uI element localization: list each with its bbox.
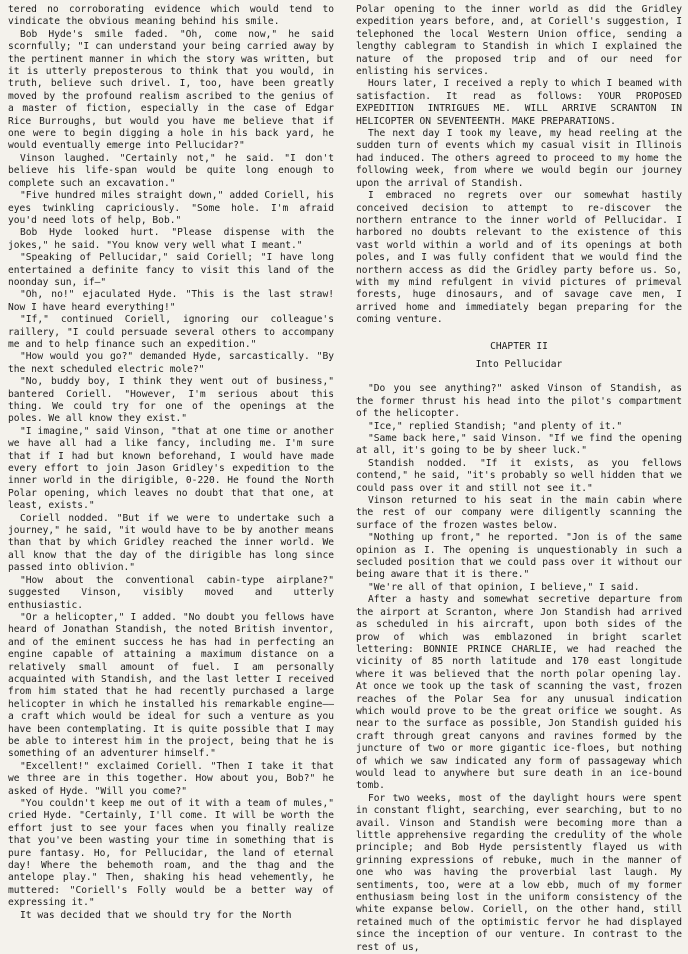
chapter-title: Into Pellucidar (475, 358, 563, 370)
paragraph: "Excellent!" exclaimed Coriell. "Then I take it that we three are in this together. How about you, Bob?" he asked of Hyde. "Will you come?" (8, 760, 334, 797)
paragraph: "If," continued Coriell, ignoring our colleague's raillery, "I could persuade several others to accompany me and to help finance such an expedition." (8, 314, 334, 350)
paragraph: Coriell nodded. "But if we were to undertake such a journey," he said, "it would have to be by another means than that by which Gridley reached the inner world. We all know that the day of the dirigible has long since passed into oblivion." (8, 512, 334, 574)
paragraph: "No, buddy boy, I think they went out of business," bantered Coriell. "However, I'm serious about this thing. We could try for one of the openings at the poles. We all know they exist." (8, 376, 334, 425)
paragraph: Bob Hyde's smile faded. "Oh, come now," he said scornfully; "I can understand your being carried away by the pertinent manner in which the story was written, but it is utterly preposterous to think that you would, in truth, believe such drivel. I, too, have been greatly moved by the profound realism ascribed to the genius of a master of fiction, especially in the case of Edgar Rice Burroughs, but would you have me believe that if one were to begin digging a hole in his back yard, he would eventually emerge into Pellucidar?" (8, 28, 334, 152)
paragraph: "How about the conventional cabin-type airplane?" suggested Vinson, visibly moved and utterly enthusiastic. (8, 574, 334, 611)
paragraph: "Or a helicopter," I added. "No doubt you fellows have heard of Jonathan Standish, the noted British inventor, and of the eminent success he has had in perfecting an engine capable of attaining a maximum distance on a relatively small amount of fuel. I am personally acquainted with Standish, and the last letter I received from him stated that he had recently purchased a large helicopter in which he installed his remarkable engine——a craft which would be ideal for such a venture as you have been contemplating. It is quite possible that I may be able to interest him in the project, being that he is something of an adventurer himself." (8, 611, 334, 760)
paragraph: "Oh, no!" ejaculated Hyde. "This is the last straw! Now I have heard everything!" (8, 289, 334, 313)
paragraph: "Nothing up front," he reported. "Jon is of the same opinion as I. The opening is unquestionably in such a secluded position that we could pass over it without our being aware that it is there." (356, 532, 682, 581)
paragraph: "How would you go?" demanded Hyde, sarcastically. "By the next scheduled electric mole?" (8, 351, 334, 375)
paragraph: "I imagine," said Vinson, "that at one time or another we have all had a like fancy, including me. I'm sure that if I had but known beforehand, I would have made every effort to join Jason Gridley's expedition to the inner world in the dirigible, 0-220. He found the North Polar opening, which leaves no doubt that that one, at least, exists." (8, 425, 334, 512)
paragraph: "Speaking of Pellucidar," said Coriell; "I have long entertained a definite fancy to visit this land of the noonday sun, if—" (8, 252, 334, 288)
paragraph: "Same back here," said Vinson. "If we find the opening at all, it's going to be by sheer luck." (356, 433, 682, 457)
paragraph: "We're all of that opinion, I believe," I said. (368, 581, 640, 593)
paragraph: Polar opening to the inner world as did the Gridley expedition years before, and, at Coriell's suggestion, I telephoned the local Western Union office, sending a lengthy cablegram to Standish in which I explained the nature of the proposed trip and of our need for enlisting his services. (356, 4, 682, 78)
paragraph: After a hasty and somewhat secretive departure from the airport at Scranton, where Jon Standish had arrived as scheduled in his aircraft, upon both sides of the prow of which was emblazoned in bright scarlet lettering: BONNIE PRINCE CHARLIE, we had reached the vicinity of 85 north latitude and 170 east longitude where it was believed that the north polar opening lay. At once we took up the task of scanning the vast, frozen reaches of the Polar Sea for any unusual indication which would prove to be the great orifice we sought. As near to the surface as possible, Jon Standish guided his craft through great canyons and ravines formed by the juncture of two or more gigantic ice-floes, but nothing of which we saw indicated any form of passageway which would lead to anywhere but sure death in an ice-bound tomb. (356, 594, 682, 792)
paragraph: "Ice," replied Standish; "and plenty of it." (368, 420, 623, 432)
left-column (8, 4, 334, 922)
paragraph: "You couldn't keep me out of it with a team of mules," cried Hyde. "Certainly, I'll come. It will be worth the effort just to see your faces when you finally realize that you've been wasting your time in something that is pure fantasy. Ho, for Pellucidar, the land of eternal day! Where the behemoth roam, and the thag and the antelope play." Then, shaking his head vehemently, he muttered: "Coriell's Folly would be a better way of expressing it." (8, 798, 334, 909)
paragraph: Hours later, I received a reply to which I beamed with satisfaction. It read as follows: YOUR PROPOSED EXPEDITION INTRIGUES ME. WILL ARRIVE SCRANTON IN HELICOPTER ON SEVENTEENTH. MAKE PREPARATIONS. (356, 78, 682, 127)
paragraph: It was decided that we should try for the North (20, 909, 292, 921)
paragraph: Bob Hyde looked hurt. "Please dispense with the jokes," he said. "You know very well what I meant." (8, 227, 334, 251)
paragraph: The next day I took my leave, my head reeling at the sudden turn of events which my casual visit in Illinois had induced. The others agreed to proceed to my home the following week, from where we would begin our journey upon the arrival of Standish. (356, 128, 682, 189)
paragraph: Vinson returned to his seat in the main cabin where the rest of our company were diligently scanning the surface of the frozen wastes below. (356, 495, 682, 531)
paragraph: "Do you see anything?" asked Vinson of Standish, as the former thrust his head into the pilot's compartment of the helicopter. (356, 383, 682, 420)
paragraph: "Five hundred miles straight down," added Coriell, his eyes twinkling capriciously. "Some hole. I'm afraid you'd need lots of help, Bob." (8, 190, 334, 226)
right-column (356, 4, 682, 954)
paragraph: For two weeks, most of the daylight hours were spent in constant flight, searching, ever searching, but to no avail. Vinson and Standish were becoming more than a little apprehensive regarding the credulity of the whole principle; and Bob Hyde persistently flayed us with grinning expressions of rebuke, much in the manner of one who was having the proverbial last laugh. My sentiments, too, were at a low ebb, much of my former enthusiasm being lost in the uniform consistency of the white expanse below. Coriell, on the other hand, still retained much of the optimistic fervor he had displayed since the inception of our venture. In contrast to the rest of us, (356, 792, 682, 953)
paragraph: Standish nodded. "If it exists, as you fellows contend," he said, "it's probably so well hidden that we could pass over it and still not see it." (356, 457, 682, 494)
paragraph: I embraced no regrets over our somewhat hastily conceived decision to attempt to re-discover the northern entrance to the inner world of Pellucidar. I harbored no doubts relevant to the existence of this vast world within a world and of its openings at both poles, and I was fully confident that we would find the northern access as did the Gridley party before us. So, with my mind refulgent in vivid pictures of primeval forests, huge dinosaurs, and of savage cave men, I arrived home and immediately began preparing for the coming venture. (356, 190, 682, 326)
chapter-heading: CHAPTER II (490, 340, 548, 352)
paragraph: Vinson laughed. "Certainly not," he said. "I don't believe his life-span would be quite long enough to complete such an excavation." (8, 152, 334, 189)
paragraph: tered no corroborating evidence which would tend to vindicate the obvious meaning behind his smile. (8, 4, 334, 28)
